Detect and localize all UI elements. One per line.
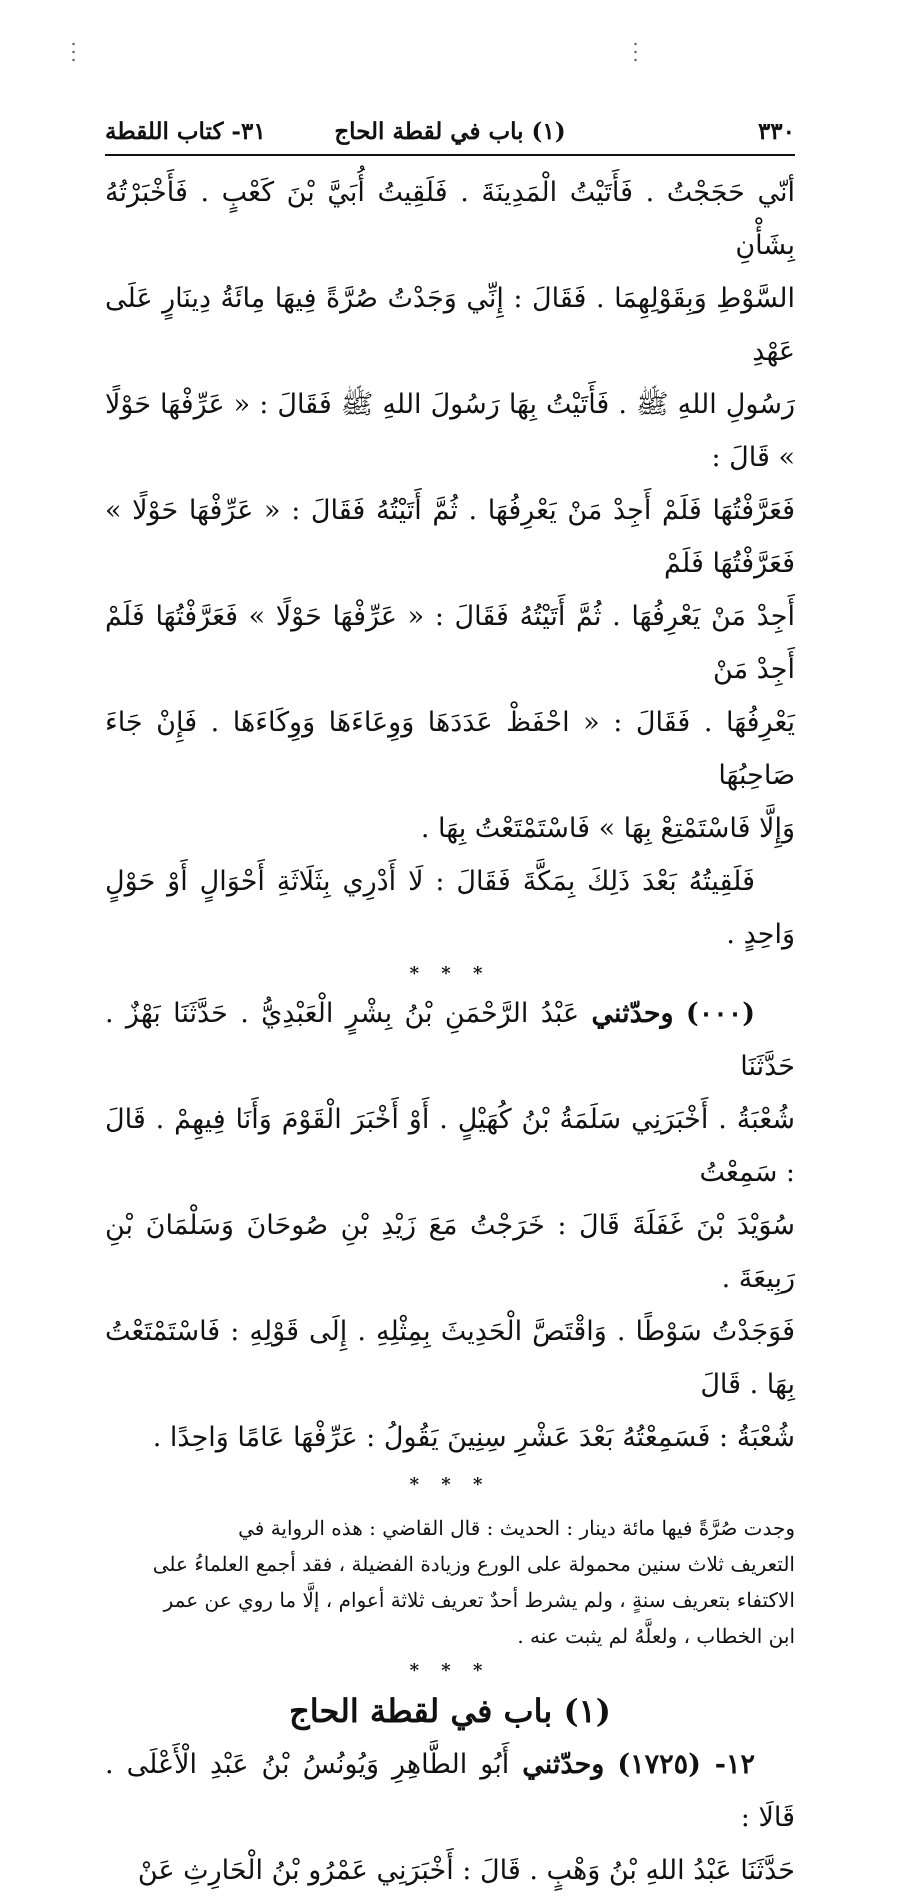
commentary-line: التعريف ثلاث سنين محمولة على الورع وزيادة الفضيلة ، فقد أجمع العلماءُ على: [152, 1552, 795, 1576]
passage-line: أَجِدْ مَنْ يَعْرِفُهَا . ثُمَّ أَتَيْتُهُ فَقَالَ : « عَرِّفْهَا حَوْلًا » فَعَرَّفْتُهَا فَلَمْ أَجِدْ مَنْ: [105, 601, 795, 685]
section-separator: * * *: [409, 1474, 491, 1495]
margin-mark-left: [72, 40, 75, 62]
hadith-number: ١٢- (١٧٢٥): [617, 1749, 755, 1780]
chapter-heading: (١) باب في لقطة الحاج: [289, 1692, 611, 1730]
hadith-line: فَوَجَدْتُ سَوْطًا . وَاقْتَصَّ الْحَدِيثَ بِمِثْلِهِ . إِلَى قَوْلِهِ : فَاسْتَمْتَعْتُ بِهَا . قَالَ: [105, 1316, 795, 1400]
commentary-line: ابن الخطاب ، ولعلَّهُ لم يثبت عنه .: [517, 1624, 795, 1648]
section-separator: * * *: [409, 1660, 491, 1681]
hadith-line: سُوَيْدَ بْنَ غَفَلَةَ قَالَ : خَرَجْتُ مَعَ زَيْدِ بْنِ صُوحَانَ وَسَلْمَانَ بْنِ رَبِيعَةَ .: [105, 1210, 795, 1294]
hadith-000-first-line: [105, 987, 795, 1093]
hadith-text: أَبُو الطَّاهِرِ وَيُونُسُ بْنُ عَبْدِ الْأَعْلَى . قَالَا :: [105, 1749, 795, 1833]
passage-line: أنّي حَجَجْتُ . فَأَتَيْتُ الْمَدِينَةَ . فَلَقِيتُ أُبَيَّ بْنَ كَعْبٍ . فَأَخْبَرْتُهُ بِشَأْنِ: [105, 177, 795, 261]
commentary-line: وجدت صُرَّةً فيها مائة دينار : الحديث : قال القاضي : هذه الرواية في: [238, 1516, 795, 1540]
chapter-title-header: (١) باب في لقطة الحاج: [334, 118, 566, 145]
passage-line: فَعَرَّفْتُهَا فَلَمْ أَجِدْ مَنْ يَعْرِفُهَا . ثُمَّ أَتَيْتُهُ فَقَالَ : « عَرِّفْهَا حَوْلًا » فَعَرَّفْتُهَا فَلَمْ: [105, 495, 795, 579]
margin-mark-right: [634, 40, 637, 62]
page-number: ٣٣٠: [757, 118, 795, 145]
book-title-header: ٣١- كتاب اللقطة: [105, 118, 266, 145]
book-page: [105, 110, 795, 1897]
commentary-note: [105, 1510, 795, 1654]
passage-line: رَسُولِ اللهِ ﷺ . فَأَتَيْتُ بِهَا رَسُولَ اللهِ ﷺ فَقَالَ : « عَرِّفْهَا حَوْلًا » قَالَ :: [105, 389, 795, 473]
passage-line: السَّوْطِ وَبِقَوْلِهِمَا . فَقَالَ : إِنِّي وَجَدْتُ صُرَّةً فِيهَا مِائَةُ دِينَارٍ عَلَى عَهْدِ: [105, 283, 795, 367]
hadith-intro: وحدّثني: [591, 998, 674, 1029]
running-header: [105, 110, 795, 156]
passage-line: يَعْرِفُهَا . فَقَالَ : « احْفَظْ عَدَدَهَا وَوِعَاءَهَا وَوِكَاءَهَا . فَإِنْ جَاءَ صَاحِبُهَا: [105, 707, 795, 791]
hadith-line: شُعْبَةُ . أَخْبَرَنِي سَلَمَةُ بْنُ كُهَيْلٍ . أَوْ أَخْبَرَ الْقَوْمَ وَأَنَا فِيهِمْ . قَالَ : سَمِعْتُ: [105, 1104, 795, 1188]
passage-closing: فَلَقِيتُهُ بَعْدَ ذَلِكَ بِمَكَّةَ فَقَالَ : لَا أَدْرِي بِثَلَاثَةِ أَحْوَالٍ أَوْ حَوْلٍ وَاحِدٍ .: [105, 866, 795, 950]
hadith-line: حَدَّثَنَا عَبْدُ اللهِ بْنُ وَهْبٍ . قَالَ : أَخْبَرَنِي عَمْرُو بْنُ الْحَارِثِ عَنْ: [137, 1855, 795, 1886]
hadith-1725-first-line: [105, 1738, 795, 1844]
commentary-line: الاكتفاء بتعريف سنةٍ ، ولم يشرط أحدٌ تعريف ثلاثة أعوام ، إلَّا ما روي عن عمر: [163, 1588, 795, 1612]
hadith-number: (٠٠٠): [685, 998, 755, 1029]
main-text: [105, 166, 795, 1897]
passage-line: وَإِلَّا فَاسْتَمْتِعْ بِهَا » فَاسْتَمْتَعْتُ بِهَا .: [420, 813, 795, 844]
hadith-intro: وحدّثني: [522, 1749, 605, 1780]
section-separator: * * *: [409, 963, 491, 984]
hadith-text: عَبْدُ الرَّحْمَنِ بْنُ بِشْرٍ الْعَبْدِيُّ . حَدَّثَنَا بَهْزٌ . حَدَّثَنَا: [105, 998, 795, 1082]
hadith-line: شُعْبَةُ : فَسَمِعْتُهُ بَعْدَ عَشْرِ سِنِينَ يَقُولُ : عَرِّفْهَا عَامًا وَاحِدًا .: [152, 1422, 795, 1453]
